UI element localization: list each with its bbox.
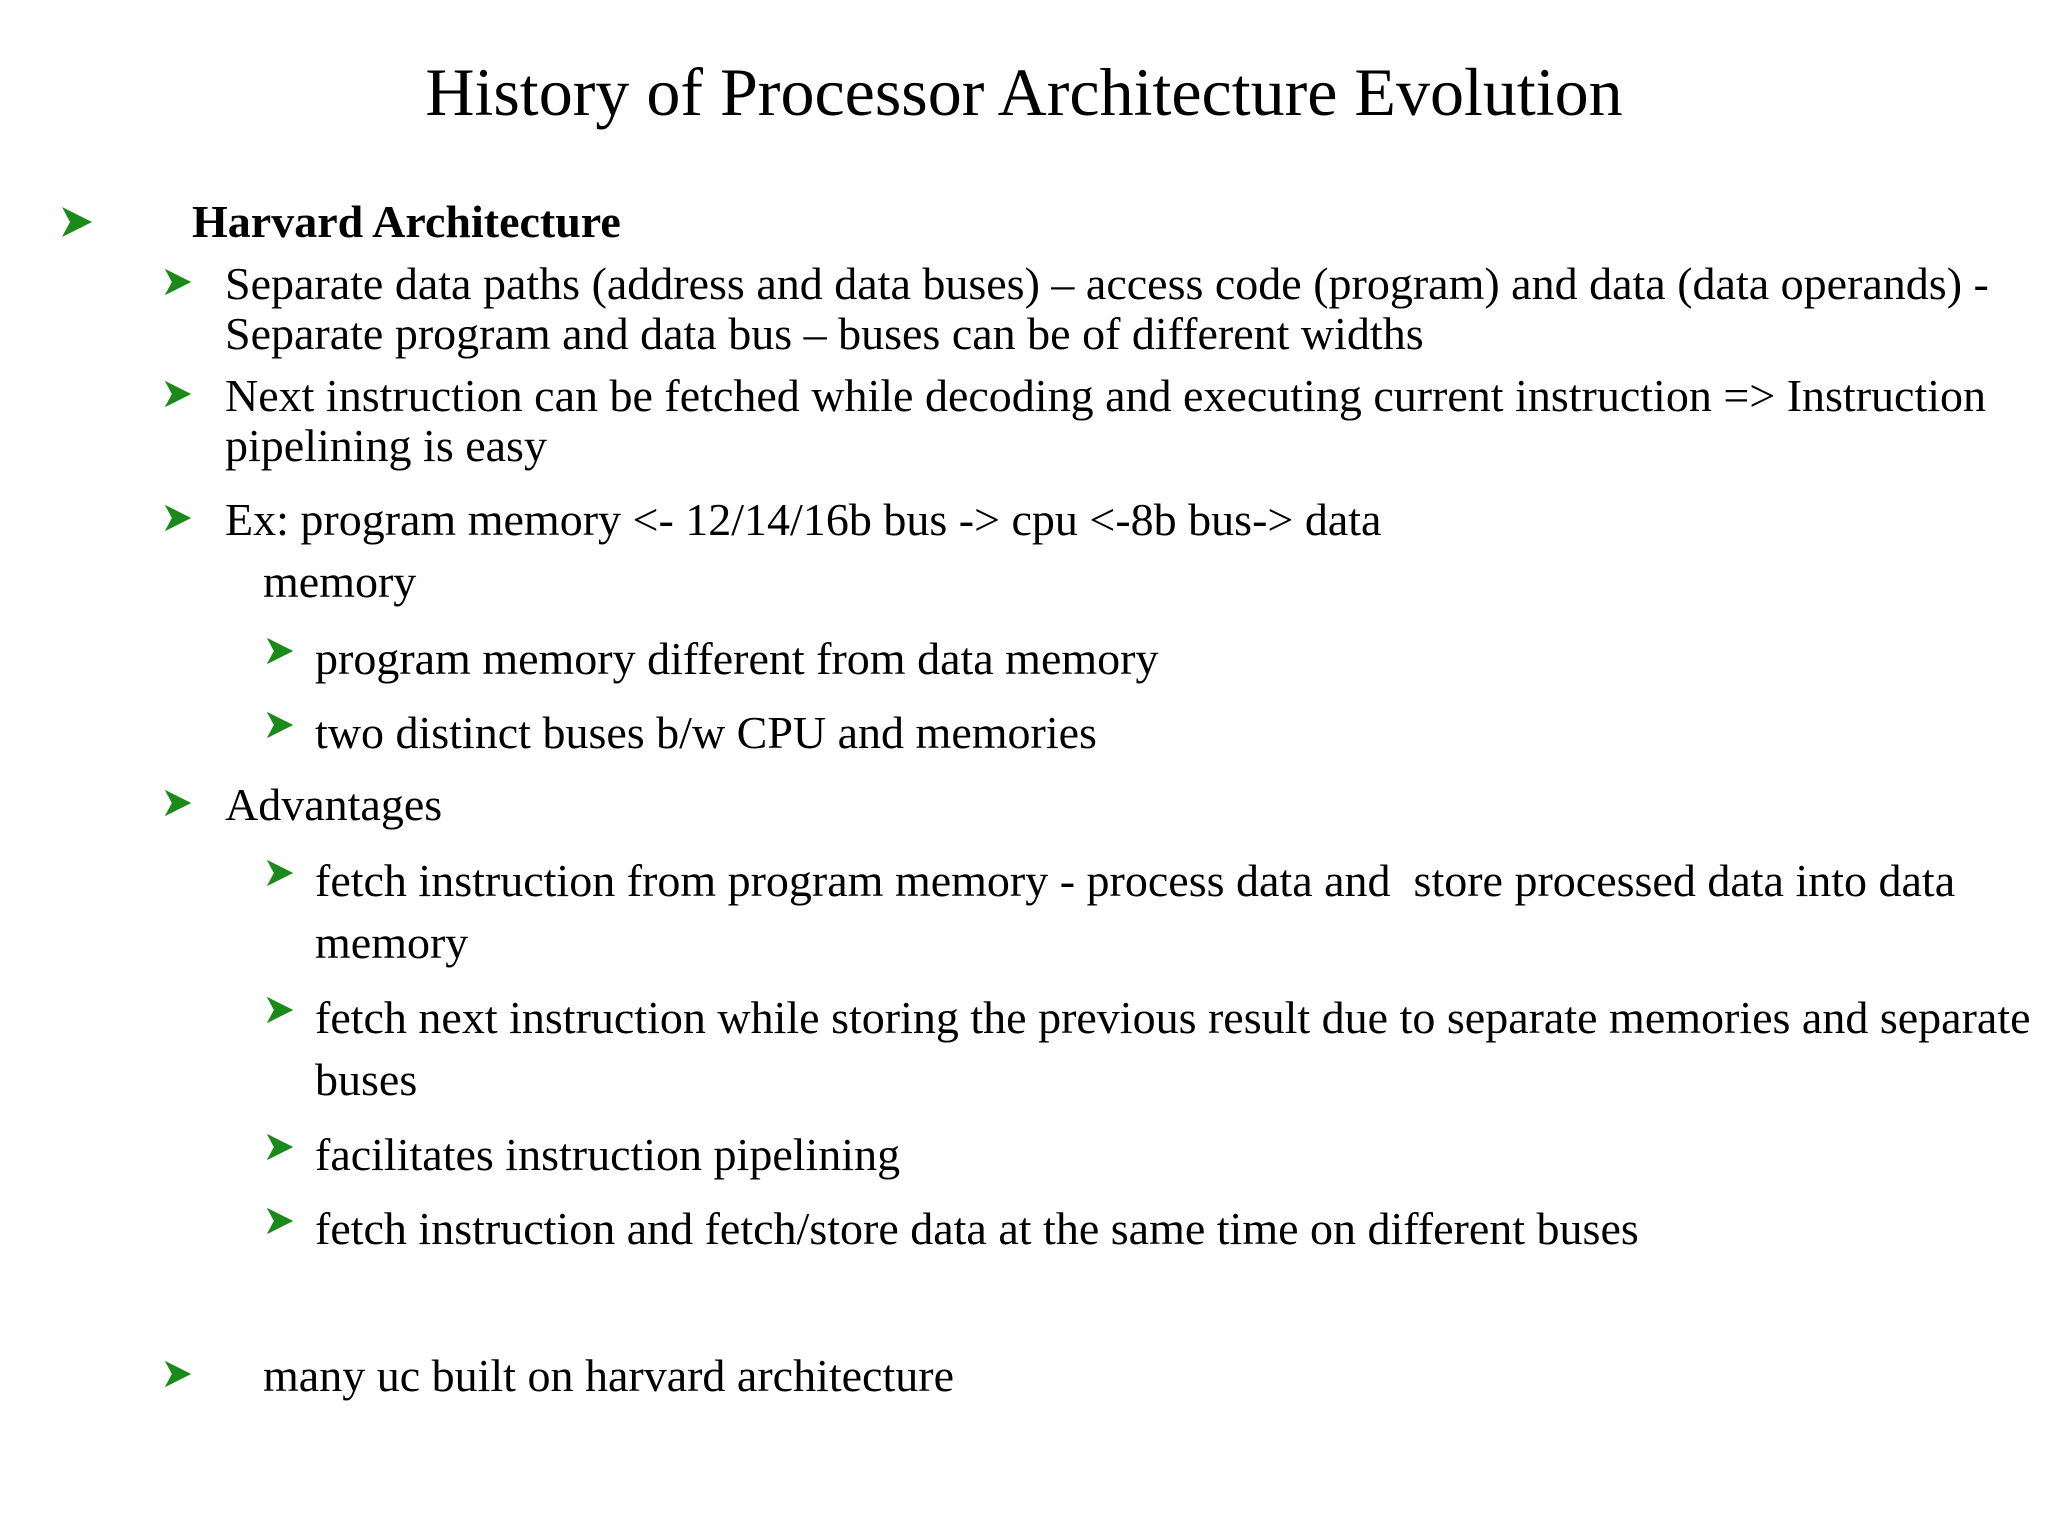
bullet-text: two distinct buses b/w CPU and memories bbox=[315, 707, 1097, 758]
green-arrowhead-icon bbox=[163, 1359, 225, 1389]
bullet-item-fetch-process bbox=[265, 850, 2035, 974]
bullet-text: Ex: program memory <- 12/14/16b bus -> cpu <-8b bus-> data bbox=[225, 494, 1382, 545]
bullet-text-continuation: memory bbox=[263, 556, 417, 607]
bullet-text: program memory different from data memory bbox=[315, 633, 1159, 684]
bullet-text: Separate data paths (address and data buses) – access code (program) and data (data operands) - Separate program and data bus – buses can be of different widths bbox=[225, 258, 2001, 359]
section-heading: Harvard Architecture bbox=[192, 196, 621, 247]
bullet-text: Next instruction can be fetched while decoding and executing current instruction => Instruction pipelining is easy bbox=[225, 370, 1998, 471]
bullet-text: many uc built on harvard architecture bbox=[263, 1350, 954, 1401]
bullet-item-pipelining bbox=[265, 1124, 2035, 1186]
bullet-item-fetch-next bbox=[265, 987, 2045, 1111]
slide-title: History of Processor Architecture Evolution bbox=[425, 54, 1623, 130]
bullet-item-next-instruction bbox=[163, 371, 2025, 471]
bullet-text: facilitates instruction pipelining bbox=[315, 1129, 901, 1180]
green-arrowhead-icon bbox=[163, 503, 225, 533]
bullet-item-many-uc bbox=[163, 1351, 2023, 1401]
bullet-item-advantages bbox=[163, 780, 1985, 830]
bullet-text: fetch instruction and fetch/store data at the same time on different buses bbox=[315, 1203, 1639, 1254]
green-arrowhead-icon bbox=[163, 379, 225, 409]
bullet-item-fetch-store bbox=[265, 1198, 2035, 1260]
green-arrowhead-icon bbox=[265, 1132, 315, 1162]
bullet-item-example bbox=[163, 495, 1985, 545]
green-arrowhead-icon bbox=[60, 205, 132, 239]
green-arrowhead-icon bbox=[265, 1206, 315, 1236]
green-arrowhead-icon bbox=[163, 267, 225, 297]
green-arrowhead-icon bbox=[265, 995, 315, 1025]
bullet-text: Advantages bbox=[225, 779, 443, 830]
green-arrowhead-icon bbox=[163, 788, 225, 818]
bullet-text: fetch instruction from program memory - process data and store processed data into data memory bbox=[315, 855, 1967, 968]
bullet-item-program-memory bbox=[265, 628, 2035, 690]
green-arrowhead-icon bbox=[265, 858, 315, 888]
green-arrowhead-icon bbox=[265, 710, 315, 740]
bullet-text: fetch next instruction while storing the previous result due to separate memories and separate buses bbox=[315, 992, 2043, 1105]
bullet-item-separate-paths bbox=[163, 258, 2001, 359]
green-arrowhead-icon bbox=[265, 636, 315, 666]
bullet-item-two-buses bbox=[265, 702, 2035, 764]
bullet-item-heading bbox=[60, 197, 2048, 247]
